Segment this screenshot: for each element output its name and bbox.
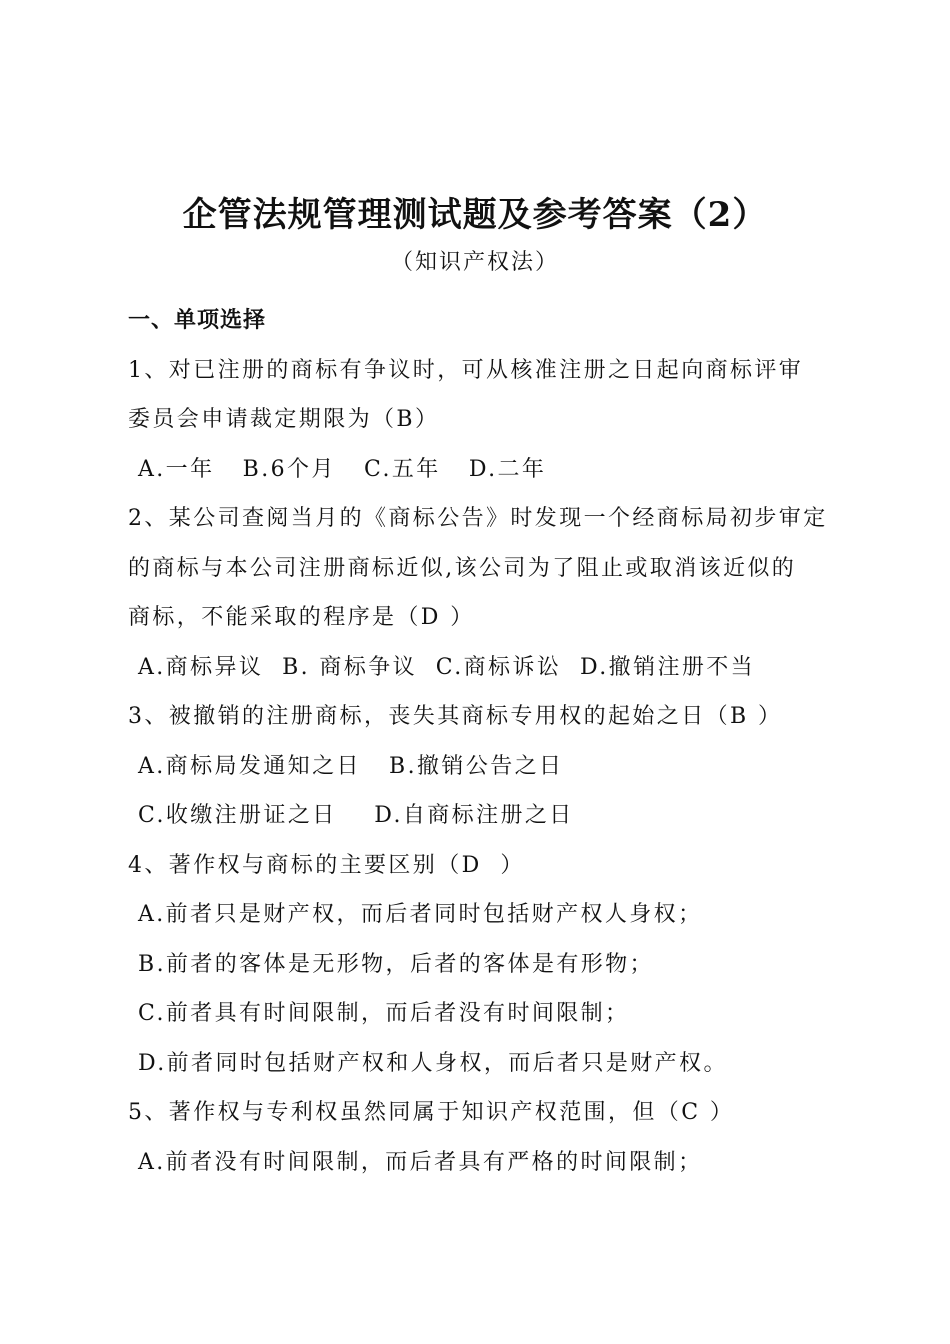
question-5-line-1: 5、著作权与专利权虽然同属于知识产权范围，但（C ） — [128, 1100, 735, 1125]
question-3-line-1: 3、被撤销的注册商标，丧失其商标专用权的起始之日（B ） — [128, 704, 783, 729]
document-subtitle: （知识产权法） — [390, 250, 559, 275]
question-3-options-ab: A.商标局发通知之日 B.撤销公告之日 — [138, 753, 564, 779]
question-2-line-2: 的商标与本公司注册商标近似,该公司为了阻止或取消该近似的 — [128, 555, 797, 581]
question-2-options: A.商标异议 B. 商标争议 C.商标诉讼 D.撤销注册不当 — [138, 654, 756, 680]
question-3-options-cd: C.收缴注册证之日 D.自商标注册之日 — [138, 803, 574, 828]
document-title: 企管法规管理测试题及参考答案（2） — [182, 195, 768, 235]
question-4-option-c: C.前者具有时间限制，而后者没有时间限制； — [138, 1001, 630, 1026]
question-4-option-a: A.前者只是财产权，而后者同时包括财产权人身权； — [138, 902, 703, 927]
question-4-option-d: D.前者同时包括财产权和人身权，而后者只是财产权。 — [138, 1050, 728, 1076]
question-1-line-1: 1、对已注册的商标有争议时，可从核准注册之日起向商标评审 — [128, 357, 804, 383]
document-body — [128, 296, 840, 1187]
question-5-option-a: A.前者没有时间限制，而后者具有严格的时间限制； — [138, 1149, 703, 1175]
question-2-line-1: 2、某公司查阅当月的《商标公告》时发现一个经商标局初步审定 — [128, 506, 828, 531]
question-4-option-b: B.前者的客体是无形物，后者的客体是有形物； — [138, 951, 654, 977]
question-2-line-3: 商标，不能采取的程序是（D ） — [128, 605, 475, 630]
question-4-line-1: 4、著作权与商标的主要区别（D ） — [128, 852, 525, 878]
section-heading: 一、单项选择 — [128, 308, 267, 333]
question-1-options: A.一年 B.6个月 C.五年 D.二年 — [138, 456, 547, 482]
question-1-line-2: 委员会申请裁定期限为（B） — [128, 407, 440, 432]
